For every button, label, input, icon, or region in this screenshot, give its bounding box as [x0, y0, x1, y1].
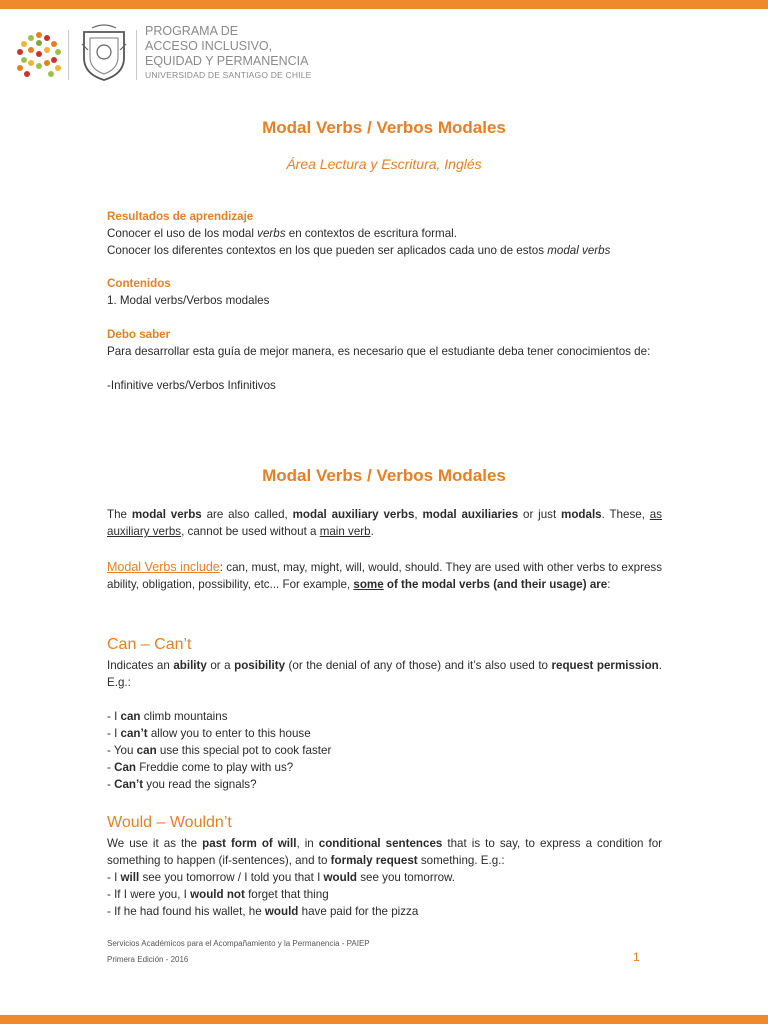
- would-paragraph: We use it as the past form of will, in conditional sentences that is to say, to express a condition for something to happen (if-sentences), and to formaly request something. E.g.:: [107, 837, 663, 867]
- would-examples: [107, 869, 662, 920]
- would-heading: Would – Wouldn’t: [107, 814, 232, 831]
- intro-paragraph: The modal verbs are also called, modal auxiliary verbs, modal auxiliaries or just modals. These, as auxiliary verbs, cannot be used without a main verb.: [107, 508, 662, 538]
- resultados-heading: Resultados de aprendizaje: [107, 210, 254, 223]
- list-item: - Can’t you read the signals?: [107, 778, 257, 791]
- can-examples: [107, 708, 662, 793]
- debo-saber-item: -Infinitive verbs/Verbos Infinitivos: [107, 379, 276, 392]
- bottom-accent-bar: [0, 1015, 768, 1024]
- modal-verbs-include-label: Modal Verbs include: [107, 560, 220, 574]
- list-item: - Can Freddie come to play with us?: [107, 761, 294, 774]
- resultados-line-1: Conocer el uso de los modal verbs en contextos de escritura formal.: [107, 227, 457, 240]
- program-line-1: PROGRAMA DE: [145, 24, 239, 38]
- top-accent-bar: [0, 0, 768, 9]
- list-item: - If he had found his wallet, he would have paid for the pizza: [107, 905, 419, 918]
- header-divider-2: [136, 30, 137, 80]
- can-paragraph: Indicates an ability or a posibility (or the denial of any of those) and it’s also used to request permission. E.g.:: [107, 659, 662, 689]
- university-shield-icon: [78, 24, 130, 84]
- list-item: - If I were you, I would not forget that thing: [107, 888, 329, 901]
- list-item: - You can use this special pot to cook faster: [107, 744, 332, 757]
- university-name: UNIVERSIDAD DE SANTIAGO DE CHILE: [145, 70, 312, 80]
- debo-saber-section: [107, 326, 662, 394]
- resultados-section: [107, 208, 662, 259]
- list-item: - I can climb mountains: [107, 710, 228, 723]
- program-line-2: ACCESO INCLUSIVO,: [145, 39, 273, 53]
- header-divider: [68, 30, 69, 80]
- page-subtitle: Área Lectura y Escritura, Inglés: [286, 156, 482, 172]
- contenidos-item: 1. Modal verbs/Verbos modales: [107, 294, 270, 307]
- footer-service: Servicios Académicos para el Acompañamiento y la Permanencia - PAIEP: [107, 939, 370, 948]
- debo-saber-heading: Debo saber: [107, 328, 171, 341]
- page-title: Modal Verbs / Verbos Modales: [262, 118, 506, 137]
- section-title: Modal Verbs / Verbos Modales: [262, 466, 506, 485]
- program-name: [145, 24, 312, 81]
- contenidos-section: [107, 275, 662, 309]
- include-paragraph: Modal Verbs include: can, must, may, might, will, would, should. They are used with other verbs to express ability, obligation, possibility, etc... For example, some of the modal verbs (and their usage) are:: [107, 560, 662, 591]
- tree-dots-logo-icon: [14, 30, 64, 82]
- program-line-3: EQUIDAD Y PERMANENCIA: [145, 54, 309, 68]
- list-item: - I will see you tomorrow / I told you that I would see you tomorrow.: [107, 871, 455, 884]
- contenidos-heading: Contenidos: [107, 277, 171, 290]
- resultados-line-2: Conocer los diferentes contextos en los que pueden ser aplicados cada uno de estos modal verbs: [107, 244, 611, 257]
- footer-edition: Primera Edición - 2016: [107, 955, 189, 964]
- list-item: - I can’t allow you to enter to this house: [107, 727, 311, 740]
- debo-saber-text: Para desarrollar esta guía de mejor manera, es necesario que el estudiante deba tener conocimientos de:: [107, 345, 651, 358]
- page-number: 1: [633, 950, 640, 964]
- can-heading: Can – Can’t: [107, 636, 192, 653]
